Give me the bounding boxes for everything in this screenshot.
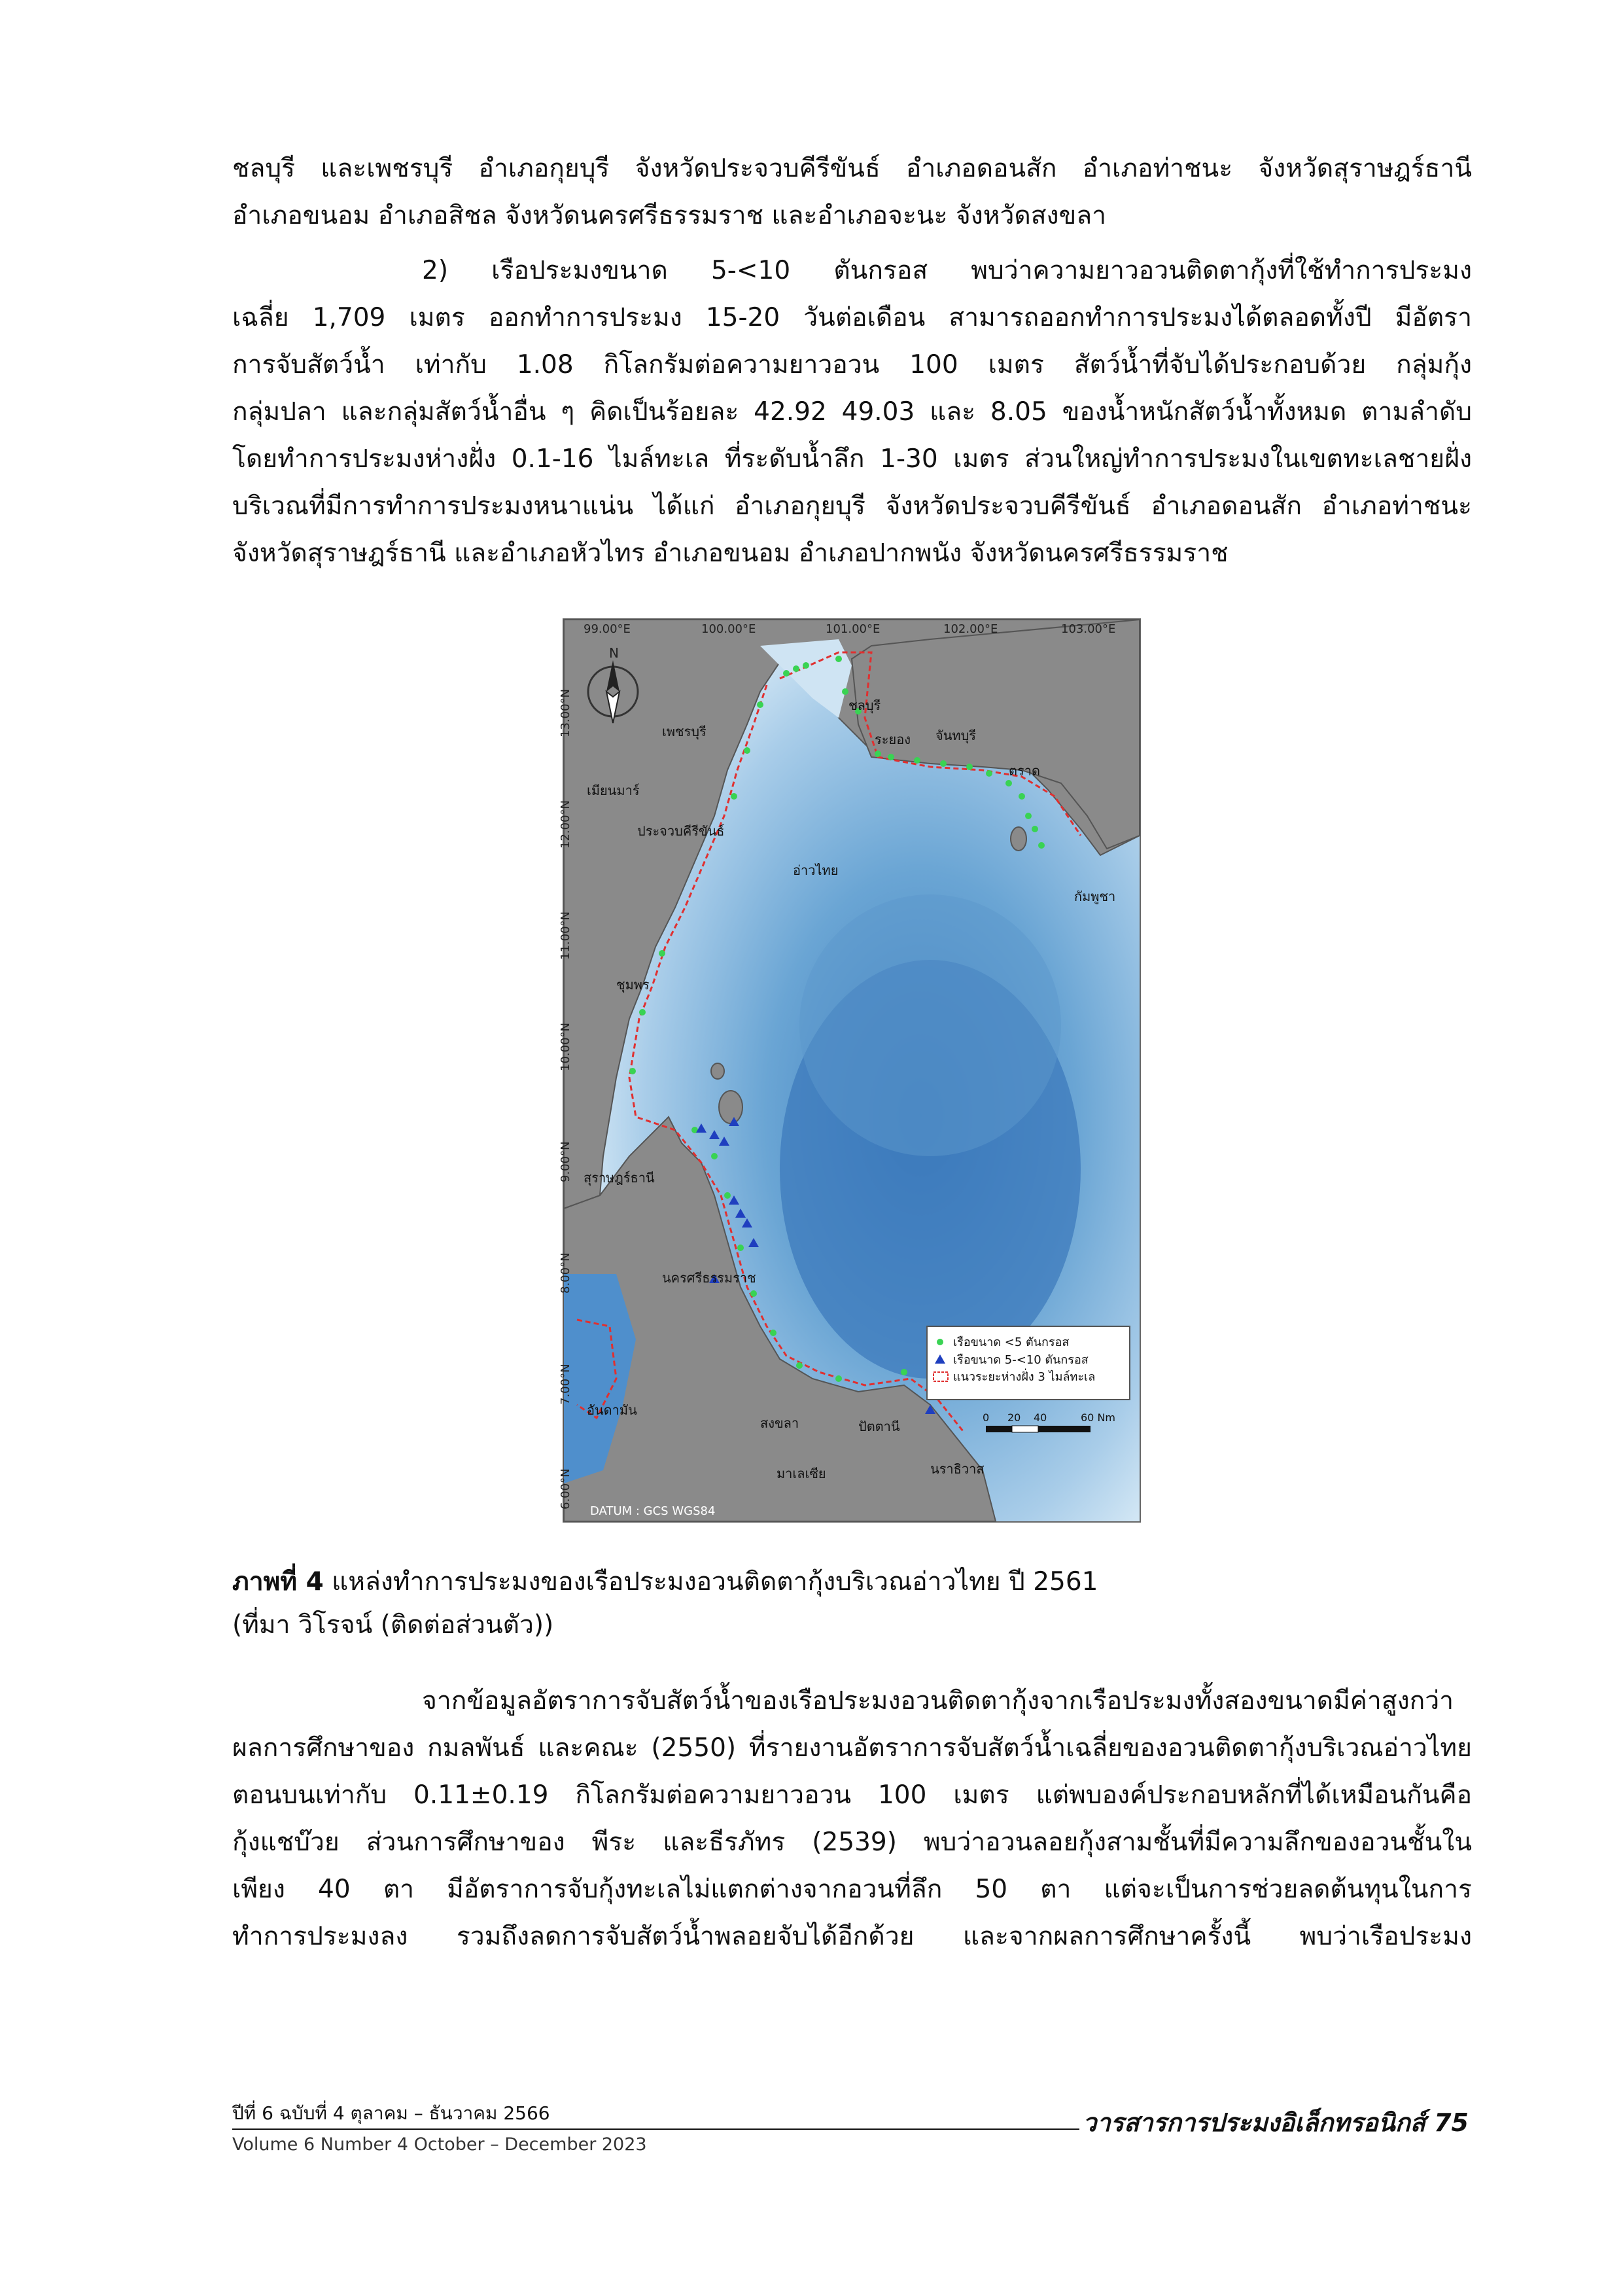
figure-map bbox=[559, 618, 1141, 1523]
caption-text: แหล่งทำการประมงของเรือประมงอวนติดตากุ้งบริเวณอ่าวไทย ปี 2561 bbox=[323, 1567, 1098, 1597]
text-line: เฉลี่ย 1,709 เมตร ออกทำการประมง 15-20 วันต่อเดือน สามารถออกทำการประมงได้ตลอดทั้งปี มีอัตรา bbox=[232, 303, 1472, 332]
lon-label: 102.00°E bbox=[943, 622, 998, 636]
island bbox=[719, 1091, 742, 1123]
text-line: การจับสัตว์น้ำ เท่ากับ 1.08 กิโลกรัมต่อความยาวอวน 100 เมตร สัตว์น้ำที่จับได้ประกอบด้วย กลุ่มกุ้ง bbox=[232, 350, 1472, 380]
place-label: นครศรีธรรมราช bbox=[662, 1270, 756, 1286]
paragraph-3 bbox=[232, 1678, 1472, 1960]
figure-source: (ที่มา วิโรจน์ (ติดต่อส่วนตัว)) bbox=[232, 1610, 554, 1640]
scale-tick: 40 bbox=[1034, 1411, 1047, 1424]
text-line: จังหวัดสุราษฎร์ธานี และอำเภอหัวไทร อำเภอขนอม อำเภอปากพนัง จังหวัดนครศรีธรรมราช bbox=[232, 539, 1229, 568]
text-line: 2) เรือประมงขนาด 5-<10 ตันกรอส พบว่าความยาวอวนติดตากุ้งที่ใช้ทำการประมง bbox=[422, 256, 1472, 285]
place-label: ชุมพร bbox=[616, 977, 650, 993]
lat-label: 8.00°N bbox=[559, 1252, 572, 1294]
lon-label: 103.00°E bbox=[1061, 622, 1116, 636]
map-legend bbox=[927, 1326, 1130, 1400]
text-line: ผลการศึกษาของ กมลพันธ์ และคณะ (2550) ที่รายงานอัตราการจับสัตว์น้ำเฉลี่ยของอวนติดตากุ้งบริเวณอ่าวไทย bbox=[232, 1733, 1472, 1763]
north-label: N bbox=[609, 645, 619, 661]
place-label: นราธิวาส bbox=[930, 1461, 985, 1477]
place-label: ชลบุรี bbox=[848, 698, 881, 713]
scale-tick: 60 Nm bbox=[1081, 1411, 1115, 1424]
gulf-of-thailand-map bbox=[559, 620, 1140, 1521]
lat-label: 11.00°N bbox=[559, 911, 572, 960]
island bbox=[1011, 827, 1026, 851]
text-line: กุ้งแชบ๊วย ส่วนการศึกษาของ พีระ และธีรภัทร (2539) พบว่าอวนลอยกุ้งสามชั้นที่มีความลึกของอวนชั้นใน bbox=[232, 1828, 1472, 1857]
text-line: ชลบุรี และเพชรบุรี อำเภอกุยบุรี จังหวัดประจวบคีรีขันธ์ อำเภอดอนสัก อำเภอท่าชนะ จังหวัดสุราษฎร์ธานี bbox=[232, 154, 1472, 183]
lat-label: 9.00°N bbox=[559, 1141, 572, 1182]
footer-rule bbox=[232, 2128, 1079, 2130]
text-line: ตอนบนเท่ากับ 0.11±0.19 กิโลกรัมต่อความยาวอวน 100 เมตร แต่พบองค์ประกอบหลักที่ได้เหมือนกันคือ bbox=[232, 1780, 1472, 1810]
text-line: กลุ่มปลา และกลุ่มสัตว์น้ำอื่น ๆ คิดเป็นร้อยละ 42.92 49.03 และ 8.05 ของน้ำหนักสัตว์น้ำทั้งหมด ตามลำดับ bbox=[232, 397, 1472, 427]
journal-title-page-number: วารสารการประมงอิเล็กทรอนิกส์ 75 bbox=[1083, 2108, 1469, 2137]
place-label: อันดามัน bbox=[587, 1402, 637, 1418]
scale-tick: 0 bbox=[983, 1411, 990, 1424]
place-label: ตราด bbox=[1009, 763, 1040, 779]
legend-label: เรือขนาด 5-<10 ตันกรอส bbox=[953, 1353, 1089, 1367]
scale-tick: 20 bbox=[1007, 1411, 1021, 1424]
place-label: เพชรบุรี bbox=[662, 724, 707, 739]
text-line: โดยทำการประมงห่างฝั่ง 0.1-16 ไมล์ทะเล ที่ระดับน้ำลึก 1-30 เมตร ส่วนใหญ่ทำการประมงในเขตทะเลชายฝั่ง bbox=[232, 444, 1472, 474]
legend-label: แนวระยะห่างฝั่ง 3 ไมล์ทะเล bbox=[953, 1370, 1096, 1384]
footer-issue-th: ปีที่ 6 ฉบับที่ 4 ตุลาคม – ธันวาคม 2566 bbox=[232, 2102, 550, 2124]
paragraph-2 bbox=[232, 247, 1472, 577]
place-label: อ่าวไทย bbox=[793, 862, 839, 878]
text-line: อำเภอขนอม อำเภอสิชล จังหวัดนครศรีธรรมราช และอำเภอจะนะ จังหวัดสงขลา bbox=[232, 201, 1107, 230]
place-label: สงขลา bbox=[760, 1415, 799, 1431]
lon-label: 99.00°E bbox=[584, 622, 631, 636]
place-label: เมียนมาร์ bbox=[587, 783, 640, 798]
lat-label: 13.00°N bbox=[559, 689, 572, 737]
lon-label: 100.00°E bbox=[701, 622, 756, 636]
text-line: เพียง 40 ตา มีอัตราการจับกุ้งทะเลไม่แตกต่างจากอวนที่ลึก 50 ตา แต่จะเป็นการช่วยลดต้นทุนในการ bbox=[232, 1875, 1472, 1904]
place-label: กัมพูชา bbox=[1074, 889, 1116, 904]
place-label: สุราษฎร์ธานี bbox=[584, 1170, 655, 1186]
place-label: ประจวบคีรีขันธ์ bbox=[637, 823, 725, 839]
datum-label: DATUM : GCS WGS84 bbox=[590, 1504, 716, 1518]
place-label: ปัตตานี bbox=[858, 1419, 900, 1434]
mid-depth bbox=[799, 894, 1061, 1156]
place-label: จันทบุรี bbox=[935, 728, 977, 743]
lat-label: 6.00°N bbox=[559, 1468, 572, 1510]
footer-issue-en: Volume 6 Number 4 October – December 2023 bbox=[232, 2134, 647, 2155]
figure-caption bbox=[232, 1564, 1098, 1600]
legend-green-icon bbox=[937, 1339, 943, 1345]
lat-label: 10.00°N bbox=[559, 1023, 572, 1071]
caption-label: ภาพที่ 4 bbox=[232, 1567, 324, 1597]
place-label: ระยอง bbox=[875, 732, 911, 747]
legend-label: เรือขนาด <5 ตันกรอส bbox=[953, 1335, 1070, 1349]
text-line: บริเวณที่มีการทำการประมงหนาแน่น ได้แก่ อำเภอกุยบุรี จังหวัดประจวบคีรีขันธ์ อำเภอดอนสัก อำเภอท่าชนะ bbox=[232, 491, 1472, 521]
lat-label: 12.00°N bbox=[559, 800, 572, 849]
lon-label: 101.00°E bbox=[826, 622, 881, 636]
island bbox=[711, 1063, 724, 1079]
text-line: จากข้อมูลอัตราการจับสัตว์น้ำของเรือประมงอวนติดตากุ้งจากเรือประมงทั้งสองขนาดมีค่าสูงกว่า bbox=[422, 1686, 1454, 1716]
paragraph-1 bbox=[232, 145, 1472, 239]
lat-label: 7.00°N bbox=[559, 1364, 572, 1405]
text-line: ทำการประมงลง รวมถึงลดการจับสัตว์น้ำพลอยจับได้อีกด้วย และจากผลการศึกษาครั้งนี้ พบว่าเรือประมง bbox=[232, 1922, 1472, 1951]
place-label: มาเลเซีย bbox=[777, 1466, 826, 1481]
